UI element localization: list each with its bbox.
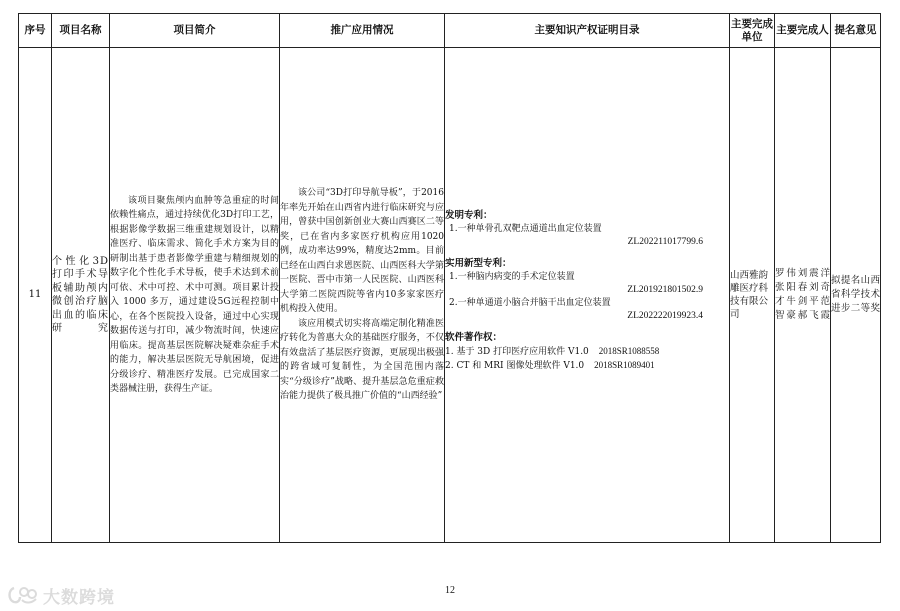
person-name: 张阳春 — [775, 282, 810, 293]
ip-item-title: 1.一种单骨孔双靶点通道出血定位装置 — [449, 224, 602, 234]
person-name: 牛剑平 — [786, 296, 821, 307]
watermark-text: 大数跨境 — [43, 587, 115, 608]
header-person: 主要完成人 — [775, 14, 831, 48]
watermark — [6, 582, 115, 608]
ip-invention-heading: 发明专利： — [445, 210, 493, 221]
header-name: 项目名称 — [52, 14, 110, 48]
ip-utility-heading: 实用新型专利： — [445, 258, 512, 269]
person-name: 郝飞霞 — [797, 310, 830, 321]
application-paragraph-2: 该应用模式切实将高端定制化精准医疗转化为普惠大众的基础医疗服务，不仅有效盘活了基层医疗资源，更展现出极强的跨省域可复制性，为全国范围内落实“分级诊疗”战略、提升基层急危重症救治能力提供了极具推广价值的“山西经验” — [280, 318, 444, 402]
header-intro: 项目简介 — [110, 14, 280, 48]
award-nomination-table — [18, 13, 881, 543]
page-number: 12 — [445, 585, 455, 596]
header-no: 序号 — [19, 14, 52, 48]
ip-item-code: 2018SR1088558 — [598, 346, 660, 356]
person-name: 罗伟 — [775, 268, 798, 279]
person-name: 刘震洋 — [797, 268, 830, 279]
application-paragraph-1: 该公司“3D打印导航导板”，于2016年率先开始在山西省内进行临床研究与应用，曾获中国创新创业大赛山西赛区二等奖，已在省内多家医疗机构应用1020例，成功率达99%，精度达2mm。目前已经在山西白求恩医院、山西医科大学第一医院、晋中市第一人民医院、山西医科大学第二医院西院等省内10多家家医疗机构投入使用。 — [280, 188, 444, 315]
ip-item-code: ZL201921801502.9 — [627, 285, 703, 295]
ip-software-item — [445, 345, 729, 359]
ip-item-code: ZL202211017799.6 — [627, 237, 703, 247]
ip-invention-group — [445, 209, 729, 249]
person-name: 范智豪 — [775, 296, 830, 321]
ip-utility-item — [445, 297, 729, 323]
ip-software-group — [445, 331, 729, 373]
header-application: 推广应用情况 — [280, 14, 445, 48]
project-name: 个性化3D打印手术导板辅助颅内微创治疗脑出血的临床研究 — [52, 48, 110, 543]
table-row — [19, 48, 881, 543]
header-ip: 主要知识产权证明目录 — [445, 14, 730, 48]
nomination-opinion: 拟提名山西省科学技术进步二等奖 — [831, 48, 881, 543]
ip-invention-item — [445, 223, 729, 249]
completing-persons — [775, 48, 831, 543]
ip-software-item — [445, 359, 729, 373]
ip-item-code: 2018SR1089401 — [594, 360, 655, 370]
watermark-logo-icon — [6, 584, 40, 606]
application-cell — [280, 48, 445, 543]
ip-item-code: ZL202222019923.4 — [627, 311, 703, 321]
ip-item-title: 2.一种单通道小脑合并脑干出血定位装置 — [449, 298, 611, 308]
ip-item-title: 1. 基于 3D 打印医疗应用软件 V1.0 — [445, 347, 589, 357]
person-name: 刘奇才 — [775, 282, 830, 307]
ip-utility-group — [445, 257, 729, 323]
completing-unit: 山西雅韵雕医疗科技有限公司 — [730, 48, 775, 543]
row-number: 11 — [19, 48, 52, 543]
project-intro: 该项目聚焦颅内血肿等急重症的时间依赖性痛点，通过持续优化3D打印工艺，根据影像学数据三维重建规划设计，以精准医疗、临床需求、简化手术方案为目的研制出基于患者影像学重建与精细规划的数字化个性化手术导板，使手术达到术前可依、术中可控、术中可测。项目累计投入 1000 多万，通过建设5G远程控制中心，在各个医院投入设备，通过中心实现数据传送与打印，减少物流时间，快速应用临床。提高基层医院解决疑难杂症手术的能力，解决基层医院无导航困境，促进分级诊疗、精准医疗发展。已完成国家二类器械注册，获得生产证。 — [110, 195, 279, 394]
ip-item-title: 1.一种脑内病变的手术定位装置 — [449, 272, 575, 282]
project-intro-cell — [110, 48, 280, 543]
ip-cell — [445, 48, 730, 543]
ip-item-title: 2. CT 和 MRI 图像处理软件 V1.0 — [445, 361, 585, 371]
table-header-row — [19, 14, 881, 48]
ip-software-heading: 软件著作权： — [445, 332, 503, 343]
header-unit: 主要完成单位 — [730, 14, 775, 48]
header-opinion: 提名意见 — [831, 14, 881, 48]
ip-utility-item — [445, 271, 729, 297]
